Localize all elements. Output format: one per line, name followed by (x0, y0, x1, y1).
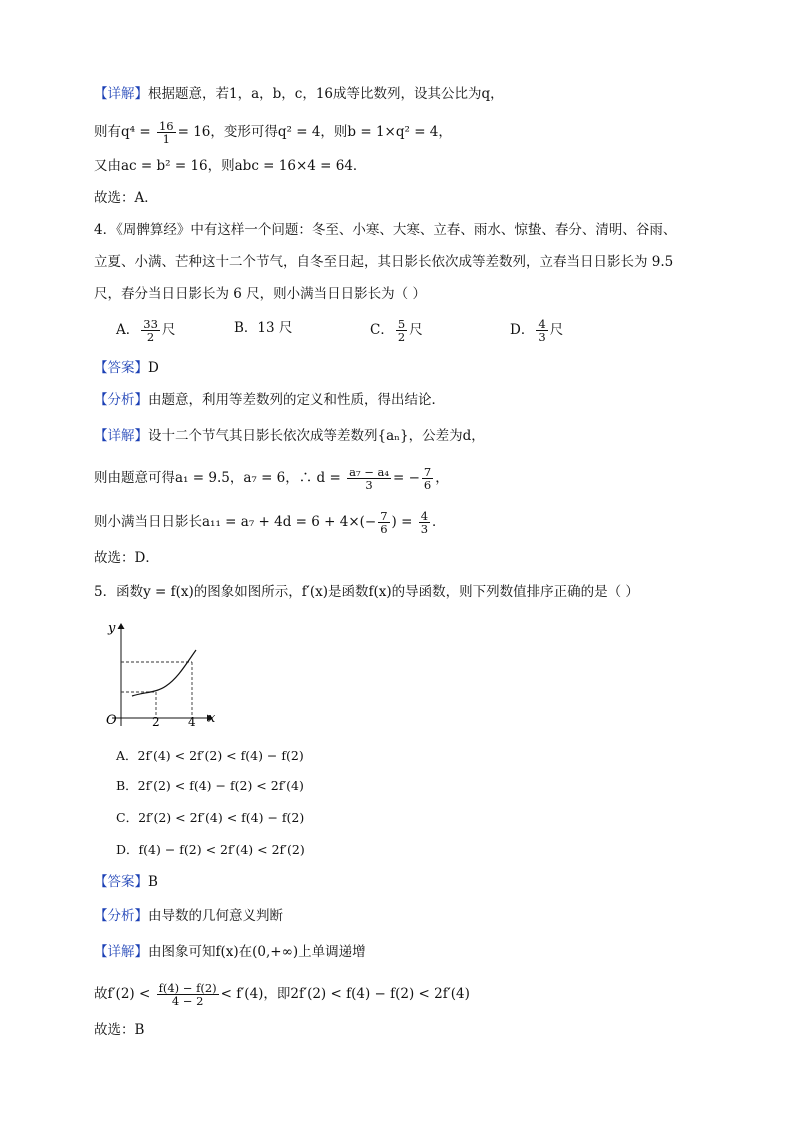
detail-line-1: 【详解】根据题意，若1，a，b，c，16成等比数列，设其公比为q， (94, 86, 504, 102)
q5-detail-line-1: 【详解】由图象可知f(x)在(0,+∞)上单调递增 (94, 944, 366, 960)
q5-detail-line-3: 故选：B (94, 1022, 145, 1038)
q4-analysis: 【分析】由题意，利用等差数列的定义和性质，得出结论． (94, 392, 445, 408)
q5-option-d: D．f(4) − f(2) < 2f′(4) < 2f′(2) (116, 842, 305, 857)
detail-line-3: 又由ac = b² = 16，则abc = 16×4 = 64． (94, 158, 367, 174)
detail-tag: 【详解】 (94, 86, 148, 102)
q4-detail-line-1: 【详解】设十二个节气其日影长依次成等差数列{aₙ}，公差为d， (94, 428, 485, 444)
x-axis-label: x (208, 711, 216, 726)
tick-label-2: 2 (152, 715, 160, 729)
detail-line-4: 故选：A． (94, 190, 158, 206)
q4-detail-line-4: 故选：D． (94, 550, 159, 566)
function-graph (96, 618, 226, 730)
q4-option-b: B．13 尺 (234, 320, 293, 336)
q5-option-c: C．2f′(2) < 2f′(4) < f(4) − f(2) (116, 810, 305, 825)
q5-option-a: A．2f′(4) < 2f′(2) < f(4) − f(2) (116, 748, 304, 763)
q4-answer: 【答案】D (94, 360, 159, 376)
q4-option-c: C． $\frac{5}{2}$ 尺 (370, 317, 423, 344)
q5-detail-line-2: 故f′(2) < $\frac{f(4) - f(2)}{4 - 2}$ < f′(4)，即2f′(2) < f(4) − f(2) < 2f′(4) (94, 981, 470, 1008)
y-axis-label: y (108, 621, 116, 636)
fraction-16-over-1: $\frac{16}{1}$ (158, 119, 174, 146)
origin-label: O (106, 713, 117, 728)
q4-option-a: A． $\frac{33}{2}$ 尺 (116, 317, 176, 344)
q4-stem-line-3: 尺，春分当日日影长为 6 尺，则小满当日日影长为（ ） (94, 286, 426, 302)
q5-answer: 【答案】B (94, 874, 158, 890)
q4-stem-line-1: 4．《周髀算经》中有这样一个问题：冬至、小寒、大寒、立春、雨水、惊蛰、春分、清明、谷雨、 (94, 222, 677, 238)
q4-detail-line-2: 则由题意可得a₁ = 9.5，a₇ = 6，∴ d = $\frac{\text{a₇ − a₄}}{3}$ = − $\frac{7}{6}$ ， (94, 465, 449, 492)
tick-label-4: 4 (188, 715, 196, 729)
q5-analysis: 【分析】由导数的几何意义判断 (94, 908, 283, 924)
q4-detail-line-3: 则小满当日日影长a₁₁ = a₇ + 4d = 6 + 4×(− $\frac{7}{6}$ ) = $\frac{4}{3}$ ． (94, 509, 446, 536)
q4-stem-line-2: 立夏、小满、芒种这十二个节气，自冬至日起，其日影长依次成等差数列，立春当日日影长为 9.5 (94, 254, 674, 270)
q5-stem: 5．函数y = f(x)的图象如图所示，f′(x)是函数f(x)的导函数，则下列数值排序正确的是（ ） (94, 584, 639, 600)
detail-line-2: 则有q⁴ = $\frac{16}{1}$ = 16，变形可得q² = 4，则b = 1×q² = 4， (94, 119, 452, 146)
q4-option-d: D． $\frac{4}{3}$ 尺 (510, 317, 564, 344)
function-curve (132, 650, 196, 696)
q5-option-b: B．2f′(2) < f(4) − f(2) < 2f′(4) (116, 778, 304, 793)
